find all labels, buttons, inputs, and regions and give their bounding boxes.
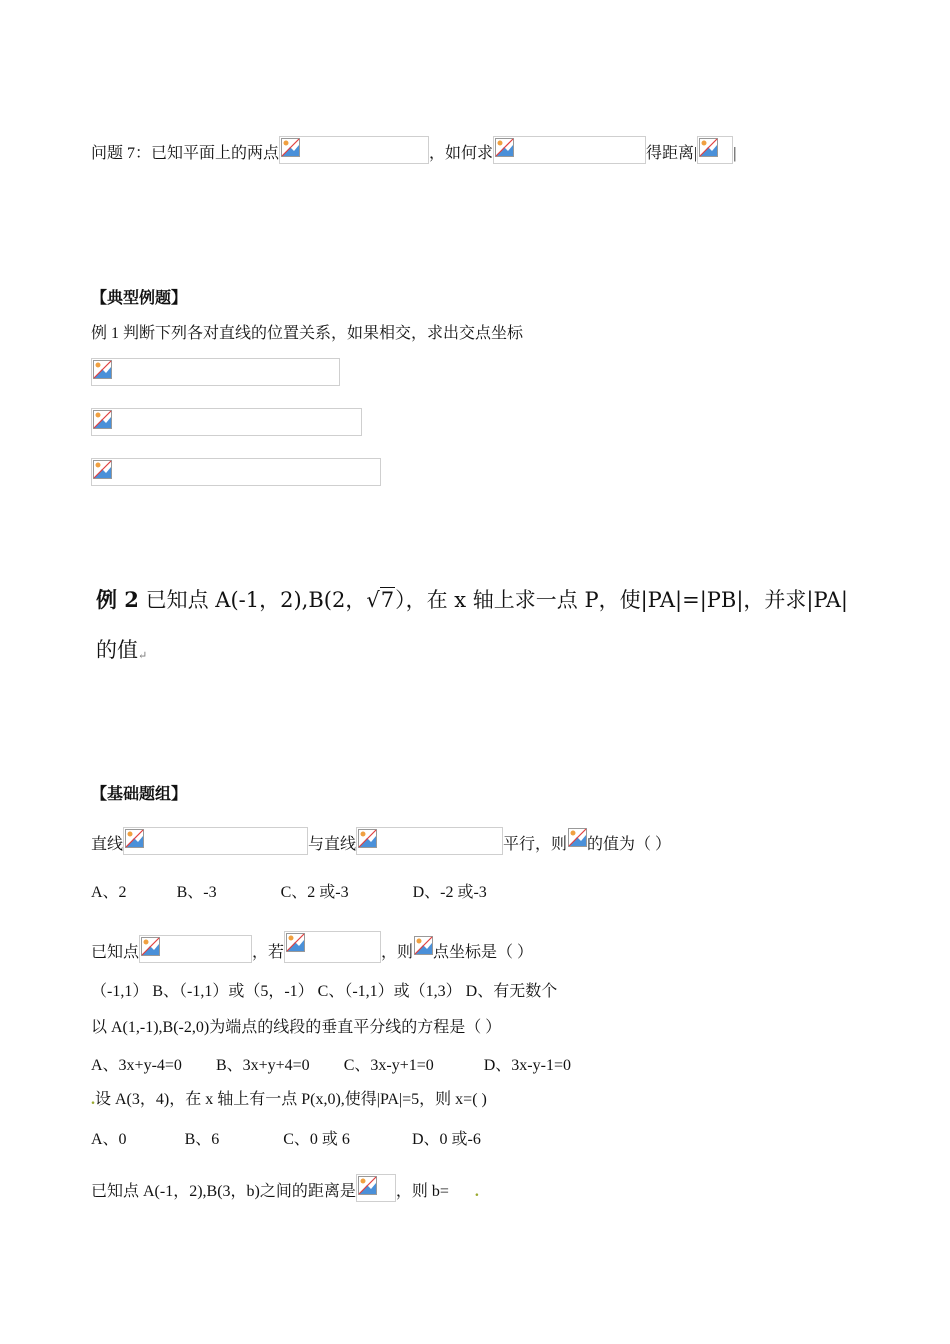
- formula-image: [123, 827, 308, 855]
- q4-options: [91, 1128, 481, 1152]
- sqrt-radicand: 7: [380, 588, 395, 612]
- q1-text-a: 直线: [91, 836, 124, 853]
- image-placeholder-icon: [568, 828, 587, 847]
- image-placeholder-icon: [93, 360, 112, 379]
- example-2-text-a: 已知点 A(-1，2),B(2，: [138, 588, 367, 612]
- image-placeholder-icon: [125, 829, 144, 848]
- q7-suffix: 得距离|: [646, 145, 698, 162]
- q4-option-a: A、0: [91, 1131, 127, 1148]
- q3-option-a: A、3x+y-4=0: [91, 1057, 182, 1074]
- return-mark: ↵: [138, 649, 148, 662]
- image-placeholder-icon: [93, 460, 112, 479]
- formula-image: [567, 827, 587, 855]
- image-placeholder-icon: [414, 936, 433, 955]
- q1-option-b: B、-3: [176, 884, 217, 901]
- q7-end: |: [733, 145, 737, 162]
- formula-image: [279, 136, 429, 164]
- q4-marker-dot: .: [91, 1091, 95, 1108]
- formula-image: [356, 1174, 396, 1202]
- image-placeholder-icon: [141, 937, 160, 956]
- example-2-line-1: [96, 585, 848, 615]
- formula-image: [493, 136, 646, 164]
- example-2-line-2: [96, 635, 147, 671]
- q7-mid: ，如何求: [429, 145, 494, 162]
- q2-text-a: 已知点: [91, 944, 140, 961]
- formula-image: [91, 458, 381, 486]
- q3-option-b: B、3x+y+4=0: [215, 1057, 310, 1074]
- q1-option-c: C、2 或-3: [280, 884, 349, 901]
- example-1-item-3: [91, 458, 381, 488]
- image-placeholder-icon: [495, 138, 514, 157]
- image-placeholder-icon: [358, 1176, 377, 1195]
- example-1-text: 例 1 判断下列各对直线的位置关系，如果相交，求出交点坐标: [91, 325, 524, 342]
- sqrt-symbol: √: [366, 588, 380, 612]
- q3-option-c: C、3x-y+1=0: [343, 1057, 434, 1074]
- example-2-line-2-text: 的值: [96, 638, 138, 662]
- formula-image: [697, 136, 733, 164]
- q1-options: [91, 881, 487, 905]
- q5-marker-dot: .: [474, 1183, 479, 1200]
- q2-options: （-1,1） B、（-1,1）或（5，-1） C、（-1,1）或（1,3） D、有无数个: [91, 983, 558, 1000]
- formula-image: [91, 358, 340, 386]
- q3-option-d: D、3x-y-1=0: [483, 1057, 571, 1074]
- q3-options: [91, 1054, 571, 1078]
- q2-text-d: 点坐标是（ ）: [433, 944, 534, 961]
- image-placeholder-icon: [93, 410, 112, 429]
- basic-heading: 【基础题组】: [91, 786, 188, 803]
- q1-text-c: 平行，则: [503, 836, 568, 853]
- basic-question-4: [91, 1088, 487, 1112]
- q1-option-d: D、-2 或-3: [412, 884, 487, 901]
- image-placeholder-icon: [281, 138, 300, 157]
- examples-heading: 【典型例题】: [91, 290, 188, 307]
- sqrt-expression: [366, 585, 395, 615]
- question-7: [91, 136, 736, 166]
- q7-prefix: 问题 7：已知平面上的两点: [91, 145, 280, 162]
- formula-image: [356, 827, 503, 855]
- q2-text-b: ，若: [252, 944, 285, 961]
- q4-option-c: C、0 或 6: [283, 1131, 350, 1148]
- image-placeholder-icon: [699, 138, 718, 157]
- formula-image: [139, 935, 252, 963]
- example-2-text-b: ），在 x 轴上求一点 P，使|PA|=|PB|，并求|PA|: [395, 588, 848, 612]
- q4-option-d: D、0 或-6: [411, 1131, 481, 1148]
- formula-image: [284, 931, 381, 963]
- q5-text-a: 已知点 A(-1，2),B(3，b)之间的距离是: [91, 1183, 356, 1200]
- q2-text-c: ，则: [381, 944, 414, 961]
- q1-option-a: A、2: [91, 884, 127, 901]
- formula-image: [413, 935, 433, 963]
- q1-text-d: 的值为（ ）: [587, 836, 672, 853]
- image-placeholder-icon: [358, 829, 377, 848]
- q4-text: 设 A(3，4)，在 x 轴上有一点 P(x,0),使得|PA|=5，则 x=( ): [95, 1091, 487, 1108]
- basic-question-3: 以 A(1,-1),B(-2,0)为端点的线段的垂直平分线的方程是（ ）: [91, 1019, 502, 1036]
- formula-image: [91, 408, 362, 436]
- example-2-label: 例 2: [96, 587, 139, 612]
- example-1-item-1: [91, 358, 340, 388]
- image-placeholder-icon: [286, 933, 305, 952]
- basic-question-5: [91, 1174, 479, 1204]
- q1-text-b: 与直线: [308, 836, 357, 853]
- q4-option-b: B、6: [184, 1131, 220, 1148]
- basic-question-1: [91, 827, 671, 857]
- q5-text-b: ，则 b=: [395, 1183, 449, 1200]
- example-1-item-2: [91, 408, 362, 438]
- basic-question-2: [91, 931, 533, 965]
